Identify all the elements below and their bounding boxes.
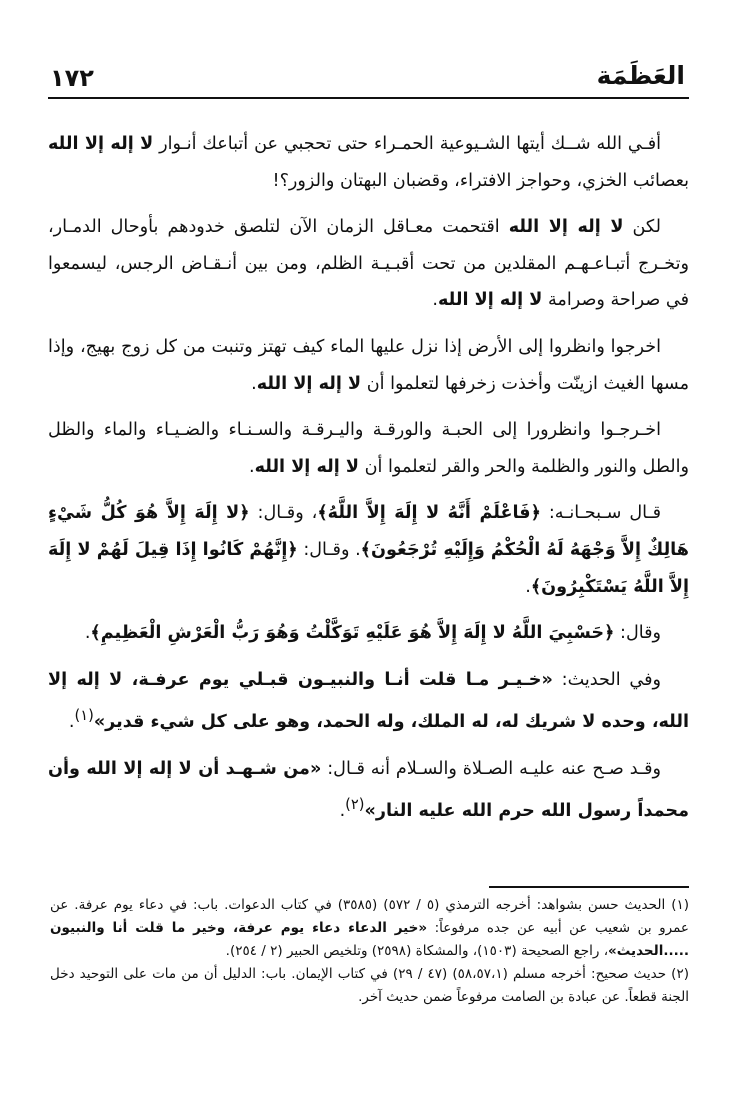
paragraph-2 <box>48 209 689 319</box>
text-run: اخـرجـوا وانظرورا إلى الحبـة والورقـة واليـرقـة والسـنـاء والضـيـاء والماء والظل والطل والنور والظلمة والحر والقر لتعلموا أن <box>48 420 689 477</box>
footnote-1 <box>50 894 689 963</box>
running-title: العَظَمَة <box>596 61 685 90</box>
text-run: بعصائب الخزي، وحواجز الافتراء، وقضبان البهتان والزور؟! <box>272 170 689 191</box>
quran-verse: ﴿إِنَّهُمْ كَانُوا إِذَا قِيلَ لَهُمْ لا إِلَهَ إِلاَّ اللَّهُ يَسْتَكْبِرُونَ﴾ <box>48 539 689 597</box>
page-number: ١٧٢ <box>50 64 94 92</box>
bold-run: لا إله إلا الله <box>254 456 359 477</box>
text-run: . وقـال: <box>297 539 361 560</box>
text-run: . <box>251 373 257 394</box>
footnote-divider <box>489 886 689 888</box>
hadith-quote: «خـيـر مـا قلت أنـا والنبيـون قبـلي يوم عرفـة، لا إله إلا الله، وحده لا شريك له، له الملك، وله الحمد، وهو على كل شيء قدير» <box>48 669 689 733</box>
paragraph-1 <box>48 126 689 199</box>
text-run: اقتحمت معـاقل الزمان الآن لتلصق خدودهم بأوحال الدمـار، وتخـرج أتبـاعـهـم المقلدين من تحت أقبـيـة الظلم، ومن بين أنـقـاض الرجس، ليسمعوا في صراحة وصرامة <box>48 217 689 311</box>
paragraph-6-verse <box>48 615 689 652</box>
text-run: وفي الحديث: <box>552 669 662 690</box>
paragraph-4 <box>48 412 689 485</box>
hadith-quote: «من شـهـد أن لا إله إلا الله وأن محمداً رسول الله حرم الله عليه النار» <box>48 758 689 822</box>
text-run: وقال: <box>614 623 661 644</box>
text-run: (٢) حديث صحيح: أخرجه مسلم (٥٨،٥٧،١) (٤٧ / ٢٩) في كتاب الإيمان. باب: الدليل أن من مات على التوحيد دخل الجنة قطعاً. عن عبادة بن الصامت مرفوعاً ضمن حديث آخر. <box>50 966 689 1005</box>
text-run: ، وقـال: <box>249 503 318 524</box>
bold-run: لا إله إلا الله <box>438 290 543 311</box>
bold-run: لا إله إلا الله <box>48 134 154 154</box>
paragraph-7-hadith <box>48 662 689 741</box>
footnotes <box>50 894 689 1009</box>
text-run: لكن <box>623 217 662 238</box>
text-run: قـال سـبحـانـه: <box>540 503 662 524</box>
bold-run: لا إله إلا الله <box>256 373 362 394</box>
text-run: . <box>249 456 255 477</box>
paragraph-8-hadith <box>48 751 689 830</box>
bold-run: لا إله إلا الله <box>508 217 624 238</box>
quran-verse: ﴿لا إِلَهَ إِلاَّ هُوَ كُلُّ شَيْءٍ هَالِكٌ إِلاَّ وَجْهَهُ لَهُ الْحُكْمُ وَإِلَيْهِ تُرْجَعُونَ﴾ <box>48 503 689 560</box>
text-run: . <box>68 712 75 733</box>
main-text <box>48 126 689 840</box>
text-run: . <box>525 576 531 597</box>
text-run: . <box>339 801 346 822</box>
footnote-2 <box>50 963 689 1009</box>
quran-verse: ﴿فَاعْلَمْ أَنَّهُ لا إِلَهَ إِلاَّ اللَّهُ﴾ <box>317 503 541 524</box>
text-run: وقـد صـح عنه عليـه الصـلاة والسـلام أنه قـال: <box>321 758 661 779</box>
paragraph-5-verses <box>48 495 689 605</box>
text-run: . <box>84 623 91 644</box>
paragraph-3 <box>48 329 689 402</box>
bold-run: «خير الدعاء دعاء يوم عرفة، وخير ما قلت أنا والنبيون .....الحديث» <box>50 920 689 959</box>
text-run: . <box>432 290 438 311</box>
text-run: اخرجوا وانظروا إلى الأرض إذا نزل عليها الماء كيف تهتز وتنبت من كل زوج بهيج، وإذا مسها الغيث ازينّت وأخذت زخرفها لتعلموا أن <box>48 336 689 394</box>
text-run: أفـي الله شــك أيتها الشـيوعية الحمـراء حتى تحجبي عن أتباعك أنـوار <box>153 134 661 154</box>
footnote-ref: (٢) <box>345 796 365 814</box>
quran-verse: ﴿حَسْبِيَ اللَّهُ لا إِلَهَ إِلاَّ هُوَ عَلَيْهِ تَوَكَّلْتُ وَهُوَ رَبُّ الْعَرْشِ الْعَظِيمِ﴾ <box>90 623 615 644</box>
text-run: (١) الحديث حسن بشواهد: أخرجه الترمذي (٥ / ٥٧٢) (٣٥٨٥) في كتاب الدعوات. باب: في دعاء يوم عرفة. عن عمرو بن شعيب عن أبيه عن جده مرفوعاً: <box>50 897 690 936</box>
footnote-ref: (١) <box>74 707 94 725</box>
header-divider <box>48 97 689 99</box>
text-run: ، راجع الصحيحة (١٥٠٣)، والمشكاة (٢٥٩٨) وتلخيص الحبير (٢ / ٢٥٤). <box>225 943 609 959</box>
